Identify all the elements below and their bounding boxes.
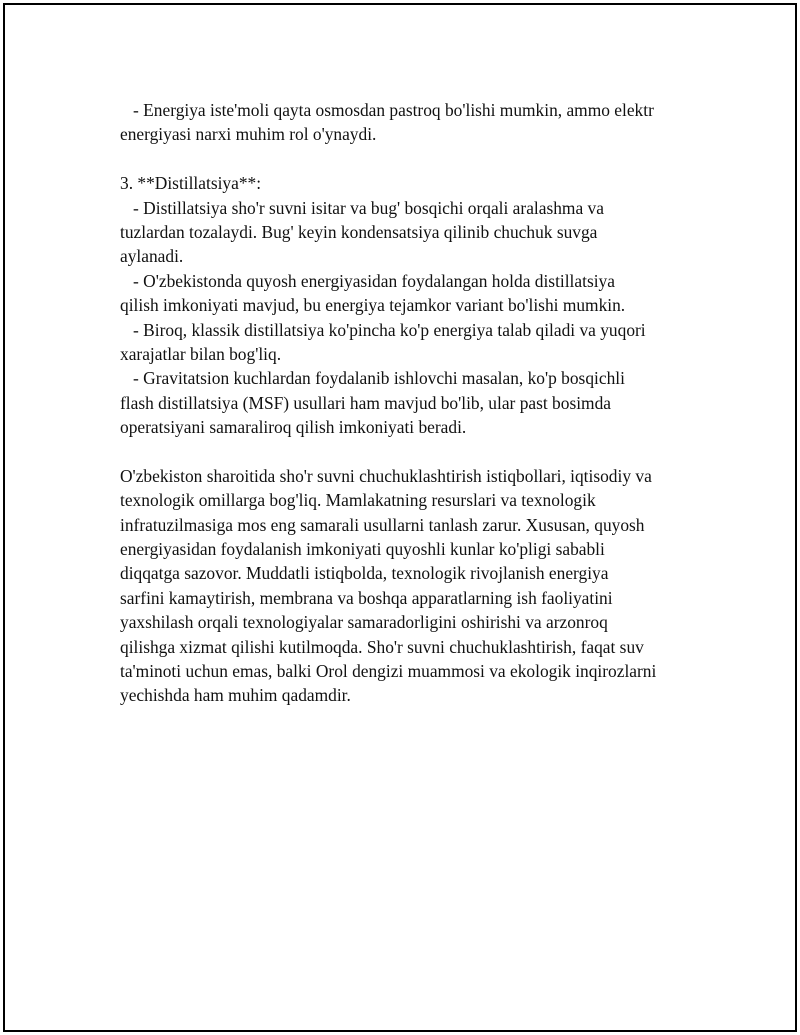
paragraph-gap (120, 147, 710, 171)
text-line: O'zbekiston sharoitida sho'r suvni chuchuklashtirish istiqbollari, iqtisodiy va (120, 465, 652, 486)
text-line: - Energiya iste'moli qayta osmosdan pastroq bo'lishi mumkin, ammo elektr (120, 100, 654, 120)
text-line: qilishga xizmat qilishi kutilmoqda. Sho'r suvni chuchuklashtirish, faqat suv (120, 636, 644, 657)
text-line: xarajatlar bilan bog'liq. (120, 343, 282, 364)
text-line: ta'minoti uchun emas, balki Orol dengizi muammosi va ekologik inqirozlarni (120, 660, 657, 681)
text-line: yechishda ham muhim qadamdir. (120, 685, 351, 706)
text-line: - Distillatsiya sho'r suvni isitar va bug' bosqichi orqali aralashma va (120, 197, 604, 218)
paragraph-gap (120, 439, 710, 463)
text-line: tuzlardan tozalaydi. Bug' keyin kondensatsiya qilinib chuchuk suvga (120, 221, 598, 242)
text-line: - Gravitatsion kuchlardan foydalanib ishlovchi masalan, ko'p bosqichli (120, 368, 625, 389)
text-line: - Biroq, klassik distillatsiya ko'pincha ko'p energiya talab qiladi va yuqori (120, 319, 646, 340)
text-line: energiyasidan foydalanish imkoniyati quyoshli kunlar ko'pligi sababli (120, 539, 605, 560)
text-line: aylanadi. (120, 246, 184, 267)
section-heading: 3. **Distillatsiya**: (120, 173, 262, 194)
text-line: yaxshilash orqali texnologiyalar samaradorligini oshirishi va arzonroq (120, 612, 608, 633)
text-line: qilish imkoniyati mavjud, bu energiya tejamkor variant bo'lishi mumkin. (120, 295, 626, 316)
conclusion-paragraph (120, 464, 710, 708)
text-line: energiyasi narxi muhim rol o'ynaydi. (120, 124, 377, 145)
text-line: sarfini kamaytirish, membrana va boshqa apparatlarning ish faoliyatini (120, 587, 613, 608)
text-line: texnologik omillarga bog'liq. Mamlakatning resurslari va texnologik (120, 490, 596, 511)
document-page (3, 3, 797, 1032)
text-line: diqqatga sazovor. Muddatli istiqbolda, texnologik rivojlanish energiya (120, 563, 609, 584)
text-line: flash distillatsiya (MSF) usullari ham mavjud bo'lib, ular past bosimda (120, 392, 611, 413)
document-body (120, 98, 710, 708)
text-line: infratuzilmasiga mos eng samarali usullarni tanlash zarur. Xususan, quyosh (120, 514, 645, 535)
energy-paragraph (120, 98, 710, 147)
text-line: operatsiyani samaraliroq qilish imkoniyati beradi. (120, 417, 467, 438)
text-line: - O'zbekistonda quyosh energiyasidan foydalangan holda distillatsiya (120, 270, 615, 291)
distillation-section (120, 171, 710, 439)
